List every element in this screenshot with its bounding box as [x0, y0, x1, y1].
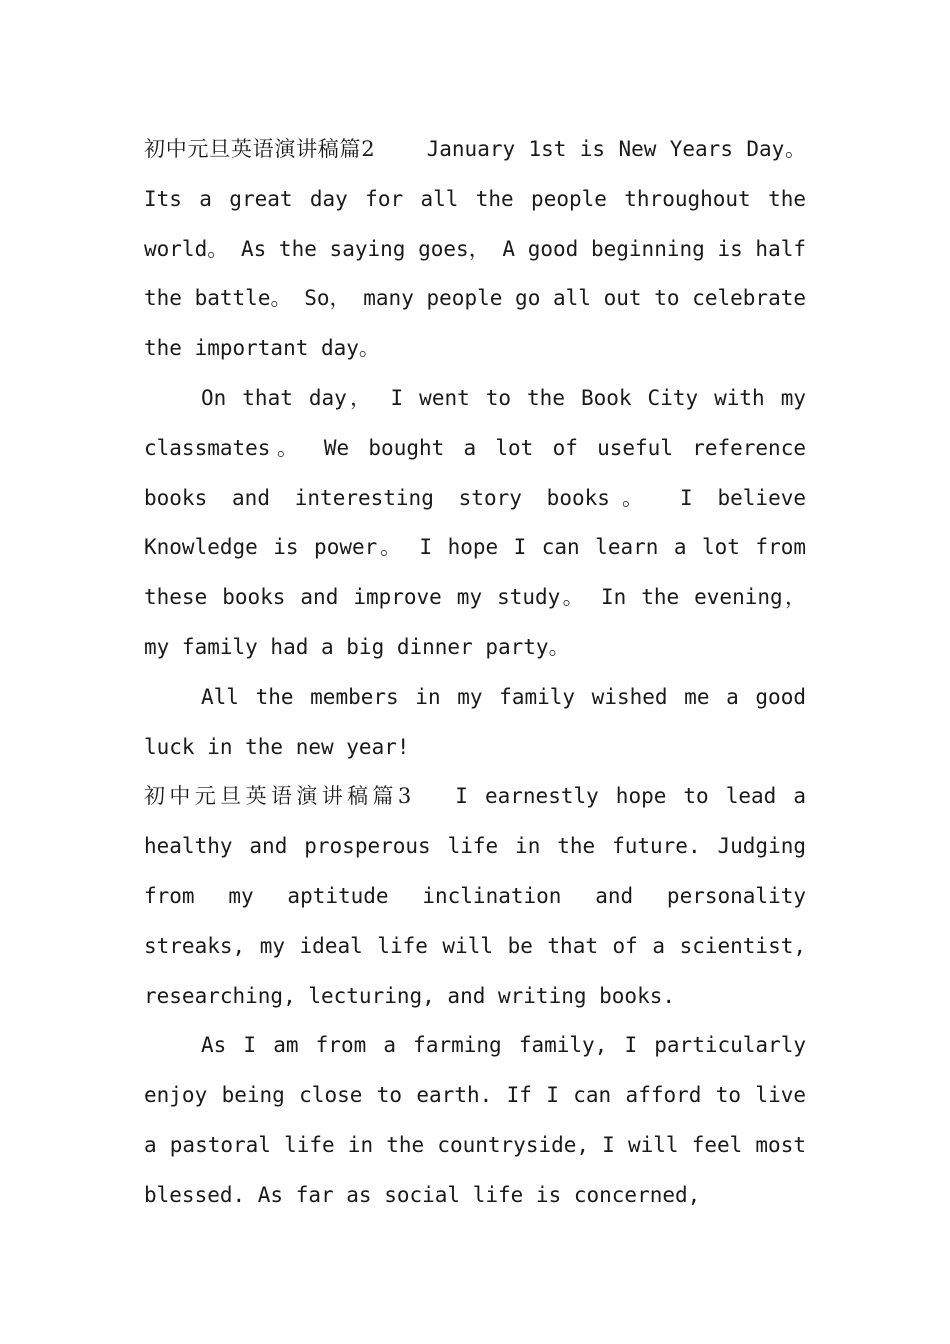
section-2-heading: 初中元旦英语演讲稿篇2: [144, 137, 375, 161]
section-3-heading: 初中元旦英语演讲稿篇3: [144, 784, 412, 809]
section-3-paragraph-2: As I am from a farming family, I particularly enjoy being close to earth. If I can afford to live a pastoral life in the countryside, I will feel most blessed. As far as social life is concerned,: [144, 1033, 806, 1207]
section-2-paragraph-1: January 1st is New Years Day。 Its a great day for all the people throughout the world。 As the saying goes， A good beginning is half the battle。 So， many people go all out to celebrate the important day。: [144, 137, 806, 361]
section-3-first-paragraph: [144, 772, 806, 1021]
document-body: [144, 125, 806, 1221]
section-3-paragraph-1: I earnestly hope to lead a healthy and prosperous life in the future. Judging from my aptitude inclination and personality streaks, my ideal life will be that of a scientist, researching, lecturing, and writing books.: [144, 784, 806, 1008]
section-2-paragraph-3: All the members in my family wished me a good luck in the new year!: [144, 684, 806, 759]
section-2-first-paragraph: [144, 125, 806, 374]
section-2-paragraph-2: On that day， I went to the Book City with my classmates。 We bought a lot of useful reference books and interesting story books。 I believe Knowledge is power。 I hope I can learn a lot from these books and improve my study。 In the evening， my family had a big dinner party。: [144, 385, 806, 659]
